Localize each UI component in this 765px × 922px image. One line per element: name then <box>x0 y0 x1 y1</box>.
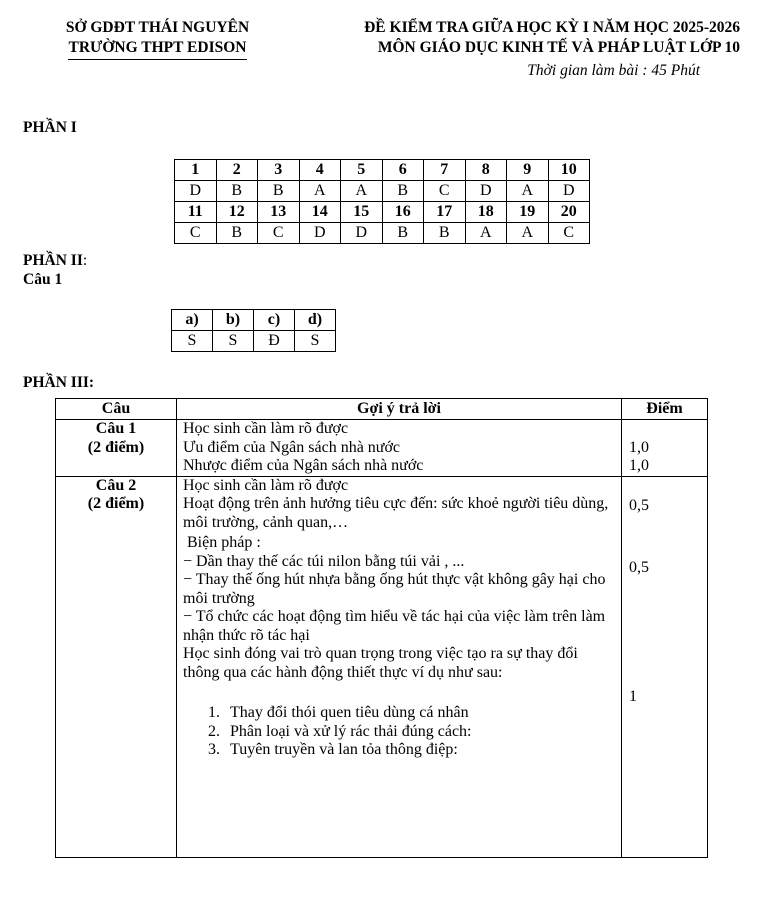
question-number-row <box>175 202 590 223</box>
part1-answer-grid <box>174 159 590 244</box>
question-number-cell: 8 <box>465 160 507 181</box>
q1-line: Nhược điểm của Ngân sách nhà nước <box>183 457 424 474</box>
statement-label-cell: d) <box>295 310 336 331</box>
q1-score: 1,0 <box>629 438 649 456</box>
answer-cell: A <box>465 223 507 244</box>
question-number-cell: 1 <box>175 160 217 181</box>
question-number-cell: 18 <box>465 202 507 223</box>
statement-answer-cell: S <box>213 331 254 352</box>
q2-para2: Học sinh đóng vai trò quan trọng trong việc tạo ra sự thay đổi thông qua các hành động thiết thực ví dụ như sau: <box>183 645 578 681</box>
part2-answer-grid <box>171 309 336 352</box>
column-header-suggestion: Gợi ý trả lời <box>177 399 622 420</box>
school-header <box>30 18 285 60</box>
part3-title: PHẦN III: <box>23 374 95 391</box>
answer-row <box>175 223 590 244</box>
answer-cell: D <box>299 223 341 244</box>
department-name: SỞ GDĐT THÁI NGUYÊN <box>65 19 250 36</box>
answer-cell: A <box>507 181 549 202</box>
answer-cell: B <box>382 223 424 244</box>
part2-answer-row <box>172 331 336 352</box>
question-number-cell: 11 <box>175 202 217 223</box>
q2-measure: − Dần thay thế các túi nilon bằng túi vải , ... <box>183 552 465 570</box>
answer-cell: B <box>424 223 466 244</box>
question-number-cell: 9 <box>507 160 549 181</box>
answer-cell: C <box>258 223 300 244</box>
table-row-q2 <box>56 476 708 857</box>
answer-row <box>175 181 590 202</box>
question-number-cell: 19 <box>507 202 549 223</box>
question-number-cell: 7 <box>424 160 466 181</box>
part2-header-row <box>172 310 336 331</box>
part2-title: PHẦN II: <box>23 252 88 269</box>
q1-points: (2 điểm) <box>87 438 145 456</box>
statement-answer-cell: S <box>295 331 336 352</box>
q1-score-cell <box>622 420 708 477</box>
answer-cell: D <box>548 181 590 202</box>
answer-cell: B <box>216 223 258 244</box>
answer-cell: D <box>465 181 507 202</box>
list-item: 1. Thay đổi thói quen tiêu dùng cá nhân <box>208 704 469 721</box>
list-item: 3. Tuyên truyền và lan tỏa thông điệp: <box>208 741 458 758</box>
q1-label: Câu 1 <box>95 420 137 437</box>
q2-para1: Hoạt động trên ảnh hưởng tiêu cực đến: sức khoẻ người tiêu dùng, môi trường, cảnh quan,… <box>183 495 609 531</box>
question-number-cell: 13 <box>258 202 300 223</box>
question-number-row <box>175 160 590 181</box>
q2-label: Câu 2 <box>95 476 137 494</box>
q1-answer-cell <box>177 420 622 477</box>
q2-points: (2 điểm) <box>87 495 145 512</box>
list-item: 2. Phân loại và xử lý rác thải đúng cách: <box>208 722 472 740</box>
q1-line: Ưu điểm của Ngân sách nhà nước <box>183 438 401 456</box>
statement-label-cell: b) <box>213 310 254 331</box>
q2-measure: − Tổ chức các hoạt động tìm hiểu về tác hại của việc làm trên làm nhận thức rõ tác hại <box>183 608 606 644</box>
answer-cell: C <box>424 181 466 202</box>
q2-measures-title: Biện pháp : <box>183 534 261 551</box>
q1-score: 1,0 <box>629 457 649 474</box>
part3-header-row <box>56 399 708 420</box>
part3-table <box>55 398 708 858</box>
question-number-cell: 14 <box>299 202 341 223</box>
question-number-cell: 4 <box>299 160 341 181</box>
q2-score: 0,5 <box>629 497 649 514</box>
q2-intro: Học sinh cần làm rõ được <box>183 476 349 494</box>
exam-header <box>300 18 740 58</box>
answer-cell: B <box>258 181 300 202</box>
part2-question-label: Câu 1 <box>23 271 63 288</box>
answer-cell: B <box>216 181 258 202</box>
question-number-cell: 10 <box>548 160 590 181</box>
q1-line: Học sinh cần làm rõ được <box>183 420 349 437</box>
subject-title: MÔN GIÁO DỤC KINH TẾ VÀ PHÁP LUẬT LỚP 10 <box>377 39 740 56</box>
question-number-cell: 2 <box>216 160 258 181</box>
question-number-cell: 6 <box>382 160 424 181</box>
q2-score: 1 <box>629 688 637 705</box>
question-number-cell: 15 <box>341 202 383 223</box>
answer-cell: A <box>341 181 383 202</box>
statement-label-cell: a) <box>172 310 213 331</box>
q2-score: 0,5 <box>629 558 649 576</box>
answer-cell: A <box>507 223 549 244</box>
q2-score-cell <box>622 476 708 857</box>
column-header-question: Câu <box>56 399 177 420</box>
exam-duration: Thời gian làm bài : 45 Phút <box>527 62 700 79</box>
table-row-q1 <box>56 420 708 477</box>
statement-answer-cell: S <box>172 331 213 352</box>
question-number-cell: 12 <box>216 202 258 223</box>
statement-answer-cell: Đ <box>254 331 295 352</box>
school-name: TRƯỜNG THPT EDISON <box>68 38 246 60</box>
statement-label-cell: c) <box>254 310 295 331</box>
answer-cell: C <box>548 223 590 244</box>
question-number-cell: 17 <box>424 202 466 223</box>
answer-cell: B <box>382 181 424 202</box>
part1-title: PHẦN I <box>23 119 77 136</box>
answer-cell: C <box>175 223 217 244</box>
q2-label-cell <box>56 476 177 857</box>
q1-label-cell <box>56 420 177 477</box>
q2-measure: − Thay thế ống hút nhựa bằng ống hút thực vật không gây hại cho môi trường <box>183 571 606 607</box>
question-number-cell: 3 <box>258 160 300 181</box>
question-number-cell: 5 <box>341 160 383 181</box>
answer-cell: A <box>299 181 341 202</box>
question-number-cell: 16 <box>382 202 424 223</box>
answer-cell: D <box>341 223 383 244</box>
q2-answer-cell <box>177 476 622 857</box>
answer-cell: D <box>175 181 217 202</box>
question-number-cell: 20 <box>548 202 590 223</box>
column-header-score: Điểm <box>622 399 708 420</box>
exam-title: ĐỀ KIỂM TRA GIỮA HỌC KỲ I NĂM HỌC 2025-2026 <box>364 19 740 36</box>
